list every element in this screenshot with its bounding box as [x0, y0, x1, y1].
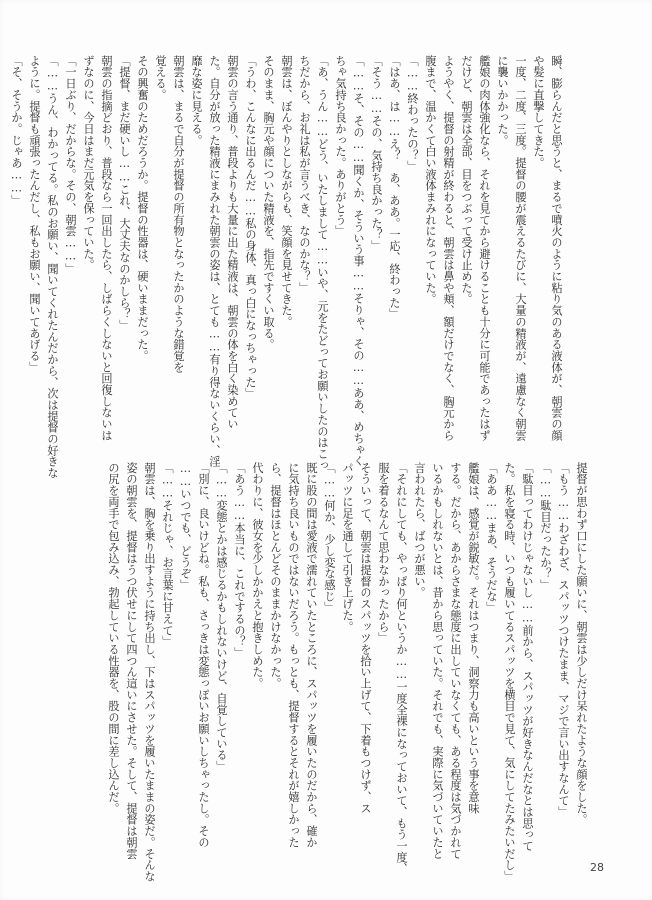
text-line: だけど、朝雲は全部、目をつぶって受け止めた。 [460, 55, 473, 305]
text-line: 「そう……その、気持ち良かった？」 [370, 55, 383, 252]
text-line: ように。提督も頑張ったんだし、私もお願い、聞いてあげる」 [28, 55, 41, 373]
text-line: 「うわ、こんなに出るんだ……私の身体、真っ白になっちゃった」 [244, 55, 257, 400]
text-line: や髪に直撃してきた。 [532, 55, 545, 169]
text-line: 覚える。 [154, 55, 167, 101]
text-line: 朝雲は、ぼんやりとしながらも、笑顔を見せてきた。 [280, 55, 293, 328]
text-line: する。だから、あからさまな態度に出していなくても、ある程度は気づかれて [449, 462, 462, 860]
text-line: そのまま、胸元や顔についた精液を、指先ですくい取る。 [262, 55, 275, 351]
text-line: 「……何か、少し変な感じ」 [323, 462, 336, 614]
text-line: 「提督、まだ硬いし……これ、大丈夫なのかしら？」 [118, 55, 131, 331]
text-line: た。私を寝る時、いつも履いてるスパッツを横目で見て、気にしてたみたいだし」 [503, 462, 516, 882]
text-line: ……いつでも、どうぞ」 [179, 462, 192, 591]
text-line: 既に股の間は愛液で濡れていたところに、スパッツを履いたのだから、確か [305, 462, 318, 848]
text-line: 朝雲は、胸を乗り出すように持ち出し、下はスパッツを履いたままの姿だ。そんな [143, 462, 156, 882]
text-line: 代わりに、彼女を少しかかえと抱きしめた。 [251, 462, 264, 689]
text-line: 「あ、うん……どう、いたしまして……いや、元をたどってお願いしたのはこっ [316, 55, 329, 471]
text-line: 「それにしても、やっぱり何というか……一度全裸になっておいて、もう一度、 [395, 462, 408, 875]
text-line: 瞬、膨らんだと思うと、まるで噴火のように粘り気のある液体が、朝雲の顔 [550, 55, 563, 441]
text-line: に気持ち良いものではないだろう。もっとも、提督するとそれが嬉しかった [287, 462, 300, 848]
text-line: 「……終わったの？」 [406, 55, 419, 173]
text-line: の尻を両手で包み込み、勃起している性器を、股の間に差し込んだ。 [107, 462, 120, 814]
text-line: 「……それじゃ、お言葉に甘えて」 [161, 462, 174, 648]
text-line: そういって、朝雲は提督のスパッツを拾い上げて、下着もつけず、ス [359, 462, 372, 814]
text-line: 艦娘は、感覚が鋭敏だ。それはつまり、洞察力も高いという事を意味 [467, 462, 480, 814]
text-line: ずなのに、今日はまだ元気を保っていた。 [82, 55, 95, 271]
text-line: 「そ、そうか。じゃあ……」 [10, 55, 23, 207]
text-line: 靡な姿に見える。 [190, 55, 203, 146]
text-line: に襲いかかった。 [496, 55, 509, 146]
text-line: 「……そ、その……聞くか、そういう事……そりゃ、その……ああ、めちゃく [352, 55, 365, 467]
text-line: た。自分が放った精液にまみれた朝雲の姿は、とても……有り得ないくらい、淫 [208, 55, 221, 468]
text-line: 「一日ぶり、だからな。その、朝雲……」 [64, 55, 77, 275]
text-line: 「……うん、わかってる。私のお願い、聞いてくれたんだから、次は提督の好きな [46, 55, 59, 479]
text-line: ちゃ気持ち良かった。ありがとう」 [334, 55, 347, 237]
text-line: 朝雲は、まるで自分が提督の所有物となったかのような錯覚を [172, 55, 185, 373]
text-line: 姿の朝雲を、提督はうつ伏せにして四つん這いにさせた。そして、提督は朝雲 [125, 462, 138, 860]
text-line: ら、提督はほとんどそのままかけなかった。 [269, 462, 282, 689]
text-line: 提督が思わず口にした願いに、朝雲は少しだけ呆れたような顔をした。 [575, 462, 588, 826]
text-line: 「もう……わざわざ、スパッツつけたまま、マジで言い出すなんて」 [557, 462, 570, 818]
text-line: 「別に、良いけどね。私も、さっきは変態っぽいお願いしちゃったし。その [197, 462, 210, 848]
text-line: 腹まで、温かくて白い液体まみれになっていた。 [424, 55, 437, 305]
text-line: 艦娘の肉体強化なら、それを見てから避けることも十分に可能であったはず [478, 55, 491, 441]
text-line: パッツに足を通して引き上げた。 [341, 462, 354, 633]
text-line: 一度、二度、三度。提督の腰が震えるたびに、大量の精液が、遠慮なく朝雲 [514, 55, 527, 441]
text-line: その興奮のためだろうか。提督の性器は、硬いままだった。 [136, 55, 149, 362]
page-number: 28 [590, 861, 604, 874]
text-line: 朝雲の指摘どおり、普段なら一回出したら、しばらくしないと回復しないは [100, 55, 113, 441]
text-line: 「あう……本当に、これでするの？」 [233, 462, 246, 659]
text-line: 「……変態とかは感じるかもしれないけど、自覚している」 [215, 462, 228, 773]
text-line: 言われたら、ばつが悪い。 [413, 462, 426, 599]
text-line: 「……駄目だったか？」 [539, 462, 552, 591]
text-line: 「はあ、は……え？ あ、ああ。一応、終わった」 [388, 55, 401, 320]
text-line: 「駄目ってわけじゃないし……前から、スパッツが好きなんだなとは思って [521, 462, 534, 852]
text-line: 「ああ……まあ、そうだな」 [485, 462, 498, 614]
text-line: ちだから、お礼は私が言うべき、なのかな？」 [298, 55, 311, 294]
text-block-top [10, 55, 565, 479]
text-block-bottom [95, 462, 590, 882]
text-line: ようやく、提督の射精が終わると、朝雲は鼻や頬、額だけでなく、胸元から [442, 55, 455, 441]
text-line: いるかもしれないとは、昔から思っていた。それでも、実際に気づいていたと [431, 462, 444, 860]
text-line: 服を着るなんて思わなかったから」 [377, 462, 390, 644]
text-line: 朝雲の言う通り、普段よりも大量に出た精液は、朝雲の体を白く染めてい [226, 55, 239, 430]
